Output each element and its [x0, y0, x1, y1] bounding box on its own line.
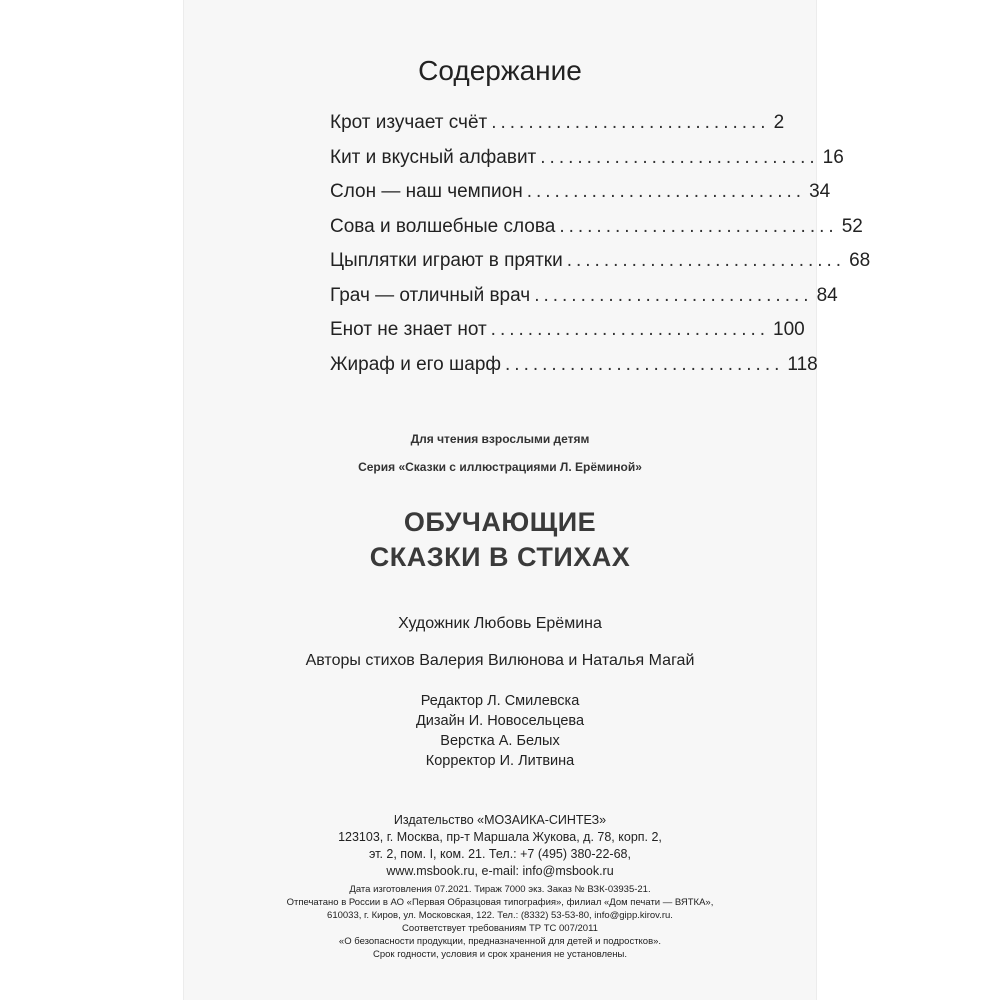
toc-entry-title: Слон — наш чемпион — [330, 181, 523, 202]
toc-leader-dots: .............................. — [566, 250, 846, 271]
imprint-line: «О безопасности продукции, предназначенной для детей и подростков». — [338, 936, 662, 947]
toc-entry-title: Кит и вкусный алфавит — [330, 146, 537, 168]
toc-entry-page: 34 — [809, 181, 831, 202]
toc-entry-title: Крот изучает счёт — [330, 112, 488, 133]
imprint-line: Дата изготовления 07.2021. Тираж 7000 экз. Заказ № ВЗК-03935-21. — [349, 884, 651, 895]
artist-credit: Художник Любовь Ерёмина — [398, 615, 602, 632]
book-title — [184, 505, 816, 575]
toc-leader-dots: .............................. — [491, 112, 770, 133]
staff-line: Редактор Л. Смилевска — [420, 693, 580, 709]
toc-entry-page: 16 — [822, 146, 844, 168]
toc-entry-page: 68 — [849, 250, 871, 271]
toc-leader-dots: .............................. — [490, 319, 770, 340]
toc-entry-title: Грач — отличный врач — [330, 284, 531, 306]
toc-leader-dots: .............................. — [505, 353, 784, 375]
toc-entry — [330, 250, 871, 285]
imprint-info — [184, 883, 816, 961]
book-title-line: ОБУЧАЮЩИЕ — [403, 507, 597, 537]
toc-entry — [330, 112, 785, 147]
toc-leader-dots: .............................. — [559, 215, 838, 237]
publisher-line: www.msbook.ru, e-mail: info@msbook.ru — [386, 864, 614, 878]
toc-entry-page: 84 — [816, 284, 838, 306]
staff-line: Корректор И. Литвина — [425, 753, 575, 769]
book-title-line: СКАЗКИ В СТИХАХ — [369, 542, 631, 572]
toc-entry-page: 100 — [773, 319, 805, 340]
imprint-line: 610033, г. Киров, ул. Московская, 122. Тел.: (8332) 53-53-80, info@gipp.kirov.ru. — [327, 910, 673, 921]
toc-entry-page: 2 — [773, 112, 785, 133]
toc-entry — [330, 181, 831, 216]
authors-credit: Авторы стихов Валерия Вилюнова и Наталья Магай — [305, 652, 695, 669]
toc-leader-dots: .............................. — [540, 146, 819, 168]
toc-leader-dots: .............................. — [526, 181, 806, 202]
staff-line: Верстка А. Белых — [440, 733, 560, 749]
toc-entry — [330, 319, 805, 354]
toc-entry — [330, 353, 818, 389]
series-line: Серия «Сказки с иллюстрациями Л. Ерёминой» — [358, 460, 642, 474]
publisher-info — [184, 812, 816, 880]
publisher-line: эт. 2, пом. I, ком. 21. Тел.: +7 (495) 380-22-68, — [369, 847, 631, 861]
toc-entry-page: 118 — [787, 353, 818, 375]
staff-credits — [184, 691, 816, 771]
toc-entry-title: Жираф и его шарф — [330, 353, 502, 375]
toc-leader-dots: .............................. — [534, 284, 813, 306]
toc-entry — [330, 215, 863, 251]
toc-entry-title: Цыплятки играют в прятки — [330, 250, 563, 271]
toc-entry-page: 52 — [841, 215, 863, 237]
imprint-line: Отпечатано в России в АО «Первая Образцовая типография», филиал «Дом печати — ВЯТКА», — [286, 897, 714, 908]
toc-entry — [330, 284, 838, 320]
toc-title: Содержание — [418, 55, 582, 86]
table-of-contents — [330, 112, 871, 388]
imprint-line: Срок годности, условия и срок хранения не установлены. — [372, 949, 627, 960]
imprint-line: Соответствует требованиям ТР ТС 007/2011 — [402, 923, 598, 934]
toc-entry-title: Енот не знает нот — [330, 319, 487, 340]
toc-entry-title: Сова и волшебные слова — [330, 215, 556, 237]
publisher-line: Издательство «МОЗАИКА-СИНТЕЗ» — [393, 813, 607, 827]
publisher-line: 123103, г. Москва, пр-т Маршала Жукова, д. 78, корп. 2, — [338, 830, 662, 844]
toc-entry — [330, 146, 844, 182]
staff-line: Дизайн И. Новосельцева — [415, 713, 585, 729]
audience-note: Для чтения взрослыми детям — [410, 432, 590, 446]
